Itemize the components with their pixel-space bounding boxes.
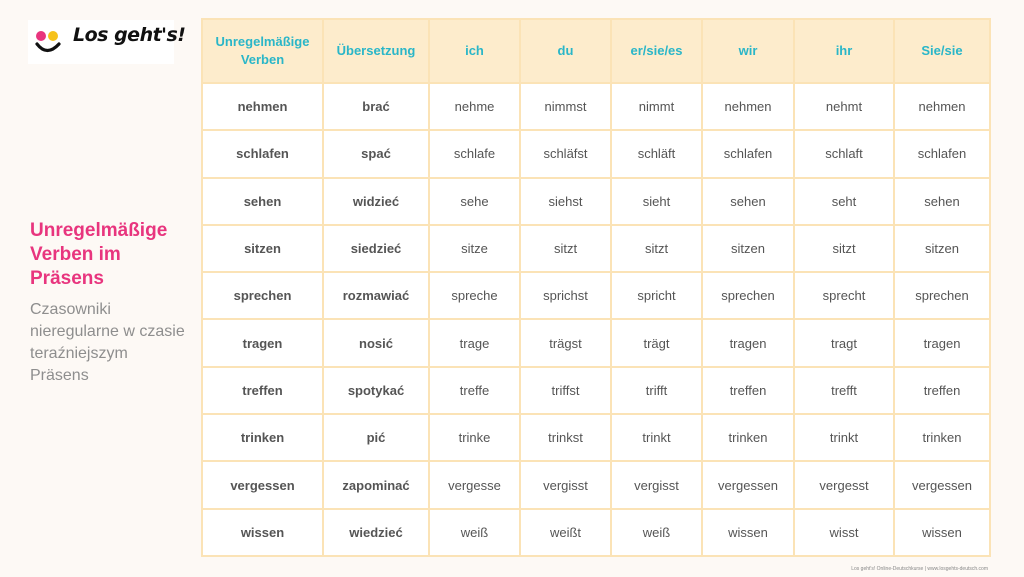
conjugation-cell: trinkt xyxy=(794,414,894,461)
conjugation-cell: sehen xyxy=(894,178,990,225)
translation-cell: wiedzieć xyxy=(323,509,429,556)
conjugation-cell: weiß xyxy=(429,509,520,556)
conjugation-cell: trefft xyxy=(794,367,894,414)
conjugation-cell: trinke xyxy=(429,414,520,461)
infinitive-cell: vergessen xyxy=(202,461,323,508)
conjugation-cell: sprecht xyxy=(794,272,894,319)
conjugation-cell: nehme xyxy=(429,83,520,130)
translation-cell: nosić xyxy=(323,319,429,366)
conjugation-cell: treffen xyxy=(894,367,990,414)
conjugation-cell: trinken xyxy=(702,414,794,461)
conjugation-cell: trifft xyxy=(611,367,702,414)
conjugation-cell: vergisst xyxy=(611,461,702,508)
conjugation-cell: sprechen xyxy=(702,272,794,319)
table-row xyxy=(202,509,990,556)
column-header: Unregelmäßige Verben xyxy=(202,19,323,83)
conjugation-cell: tragen xyxy=(894,319,990,366)
conjugation-cell: schläfst xyxy=(520,130,611,177)
conjugation-cell: sieht xyxy=(611,178,702,225)
conjugation-cell: schlafen xyxy=(894,130,990,177)
conjugation-cell: wissen xyxy=(894,509,990,556)
page-subtitle: Czasowniki nieregularne w czasie teraźniejszym Präsens xyxy=(30,301,185,384)
conjugation-cell: vergessen xyxy=(894,461,990,508)
conjugation-cell: weißt xyxy=(520,509,611,556)
conjugation-cell: sitzt xyxy=(611,225,702,272)
conjugation-cell: trinkt xyxy=(611,414,702,461)
infinitive-cell: sprechen xyxy=(202,272,323,319)
conjugation-cell: sprechen xyxy=(894,272,990,319)
conjugation-cell: sehe xyxy=(429,178,520,225)
column-header: Übersetzung xyxy=(323,19,429,83)
conjugation-cell: nehmen xyxy=(894,83,990,130)
column-header: Sie/sie xyxy=(894,19,990,83)
conjugation-cell: treffen xyxy=(702,367,794,414)
infinitive-cell: sehen xyxy=(202,178,323,225)
page-title: Unregelmäßige Verben im Präsens xyxy=(30,220,168,289)
column-header: er/sie/es xyxy=(611,19,702,83)
table-header-row xyxy=(202,19,990,83)
column-header: wir xyxy=(702,19,794,83)
conjugation-cell: wisst xyxy=(794,509,894,556)
conjugation-cell: vergisst xyxy=(520,461,611,508)
conjugation-cell: spricht xyxy=(611,272,702,319)
conjugation-cell: sitzt xyxy=(520,225,611,272)
translation-cell: rozmawiać xyxy=(323,272,429,319)
infinitive-cell: tragen xyxy=(202,319,323,366)
translation-cell: widzieć xyxy=(323,178,429,225)
conjugation-cell: seht xyxy=(794,178,894,225)
conjugation-cell: sprichst xyxy=(520,272,611,319)
conjugation-cell: nehmen xyxy=(702,83,794,130)
conjugation-cell: sitzen xyxy=(894,225,990,272)
column-header: ich xyxy=(429,19,520,83)
column-header: ihr xyxy=(794,19,894,83)
conjugation-cell: tragt xyxy=(794,319,894,366)
conjugation-cell: tragen xyxy=(702,319,794,366)
table-row xyxy=(202,319,990,366)
infinitive-cell: treffen xyxy=(202,367,323,414)
conjugation-cell: wissen xyxy=(702,509,794,556)
conjugation-cell: nimmt xyxy=(611,83,702,130)
conjugation-cell: trinken xyxy=(894,414,990,461)
table-row xyxy=(202,414,990,461)
translation-cell: spać xyxy=(323,130,429,177)
translation-cell: pić xyxy=(323,414,429,461)
conjugation-cell: vergessen xyxy=(702,461,794,508)
table-row xyxy=(202,130,990,177)
infinitive-cell: wissen xyxy=(202,509,323,556)
conjugation-cell: spreche xyxy=(429,272,520,319)
translation-cell: zapominać xyxy=(323,461,429,508)
conjugation-cell: treffe xyxy=(429,367,520,414)
infinitive-cell: schlafen xyxy=(202,130,323,177)
conjugation-cell: weiß xyxy=(611,509,702,556)
table-row xyxy=(202,83,990,130)
translation-cell: spotykać xyxy=(323,367,429,414)
conjugation-cell: vergesst xyxy=(794,461,894,508)
conjugation-cell: sitzt xyxy=(794,225,894,272)
infinitive-cell: trinken xyxy=(202,414,323,461)
conjugation-cell: triffst xyxy=(520,367,611,414)
conjugation-cell: trägt xyxy=(611,319,702,366)
conjugation-cell: siehst xyxy=(520,178,611,225)
table-row xyxy=(202,225,990,272)
translation-cell: siedzieć xyxy=(323,225,429,272)
conjugation-cell: nimmst xyxy=(520,83,611,130)
logo xyxy=(28,20,186,64)
translation-cell: brać xyxy=(323,83,429,130)
verb-table xyxy=(201,18,991,557)
conjugation-cell: trinkst xyxy=(520,414,611,461)
conjugation-cell: schläft xyxy=(611,130,702,177)
conjugation-cell: trage xyxy=(429,319,520,366)
conjugation-cell: nehmt xyxy=(794,83,894,130)
logo-text: Los geht's! xyxy=(73,24,186,46)
infinitive-cell: sitzen xyxy=(202,225,323,272)
conjugation-cell: sehen xyxy=(702,178,794,225)
infinitive-cell: nehmen xyxy=(202,83,323,130)
table-row xyxy=(202,272,990,319)
conjugation-cell: schlafe xyxy=(429,130,520,177)
conjugation-cell: vergesse xyxy=(429,461,520,508)
conjugation-cell: schlafen xyxy=(702,130,794,177)
conjugation-cell: schlaft xyxy=(794,130,894,177)
table-row xyxy=(202,461,990,508)
conjugation-cell: trägst xyxy=(520,319,611,366)
smiley-logo-icon xyxy=(32,26,76,58)
table-row xyxy=(202,367,990,414)
column-header: du xyxy=(520,19,611,83)
conjugation-cell: sitzen xyxy=(702,225,794,272)
footer-text: Los geht's! Online-Deutschkurse | www.losgehts-deutsch.com xyxy=(851,566,988,572)
conjugation-cell: sitze xyxy=(429,225,520,272)
table-row xyxy=(202,178,990,225)
